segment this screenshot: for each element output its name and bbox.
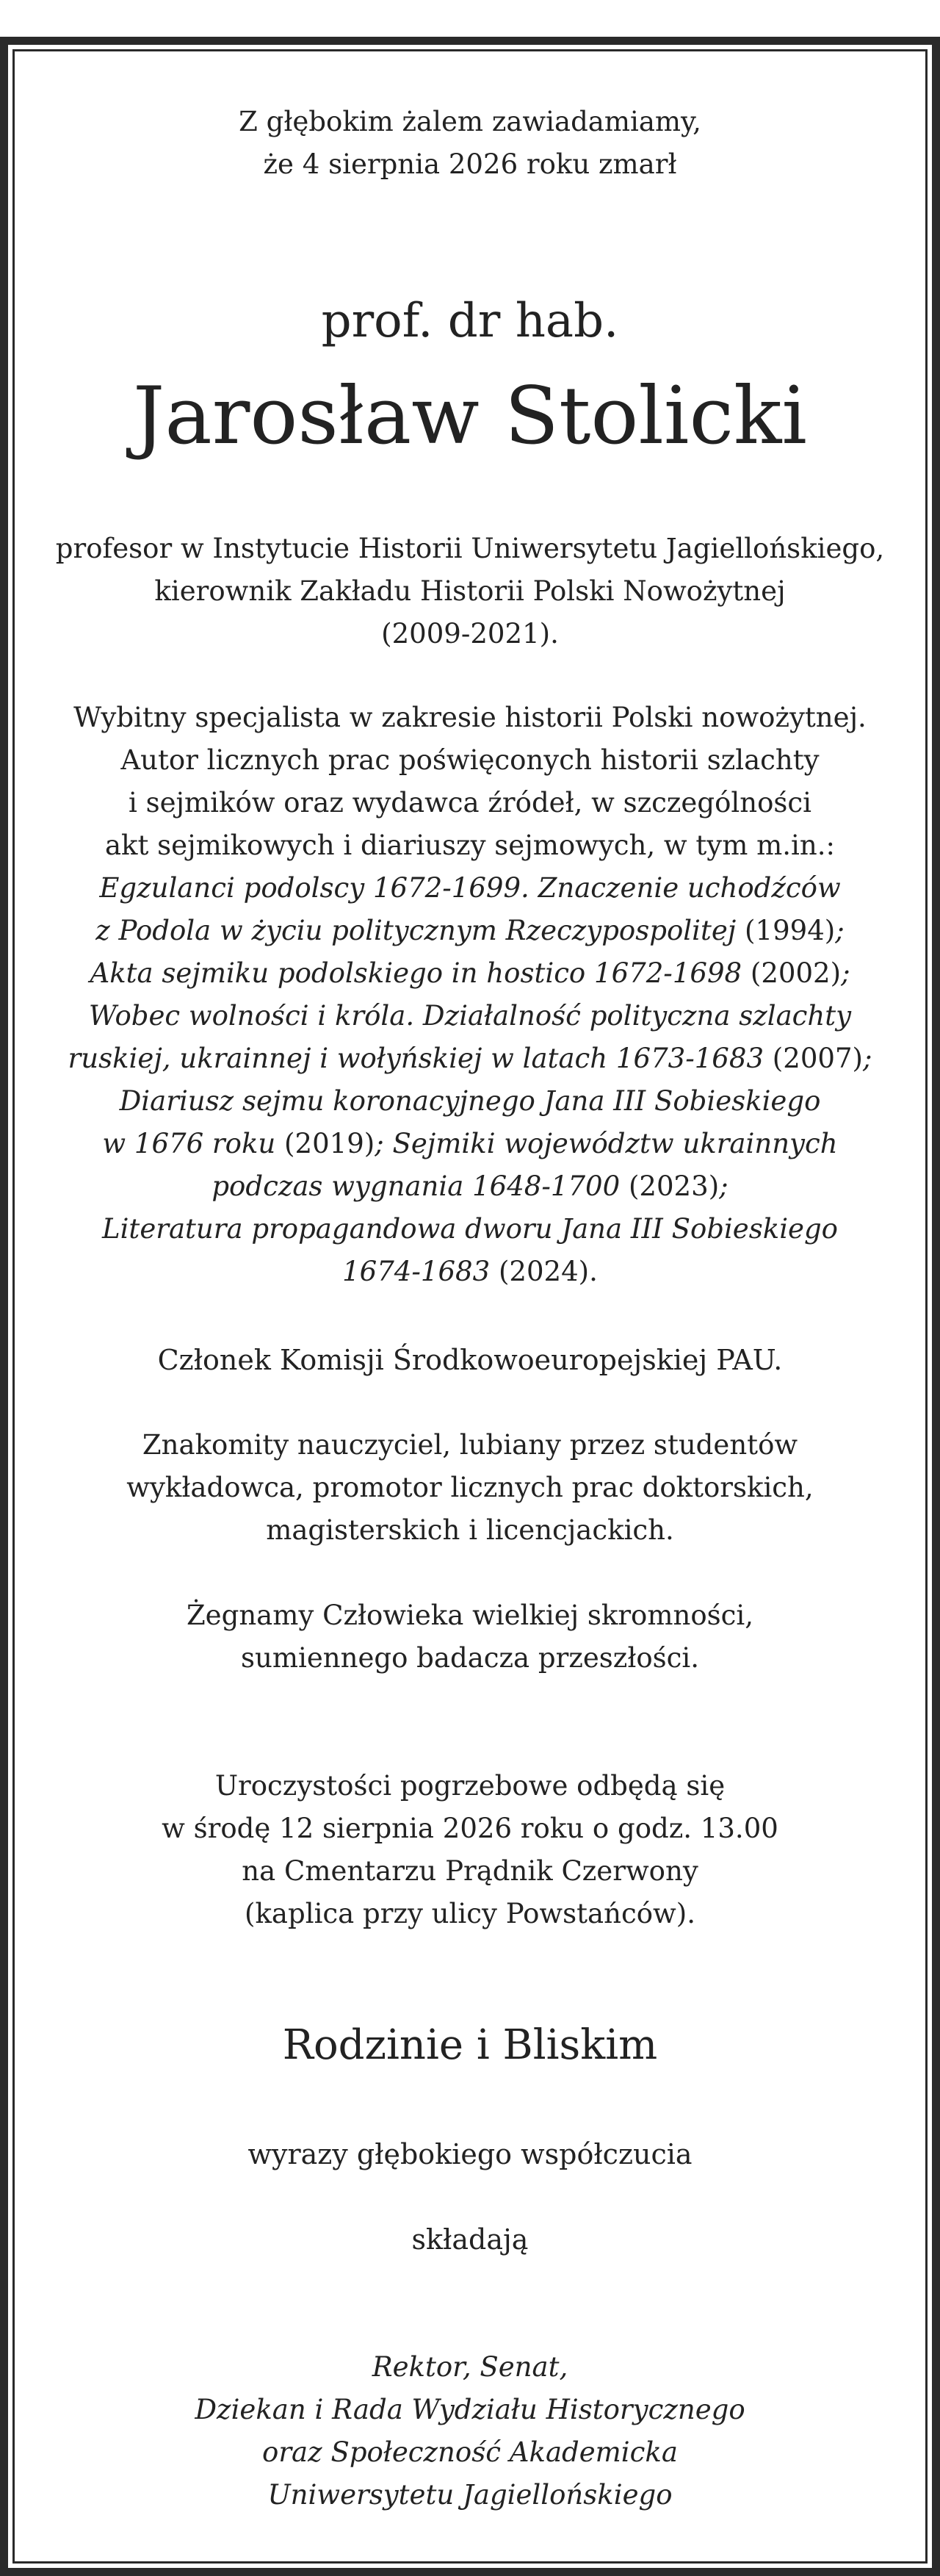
- farewell-line: sumiennego badacza przeszłości.: [240, 1642, 700, 1674]
- position-line: kierownik Zakładu Historii Polski Nowożytnej: [154, 575, 786, 607]
- biography-line: [22, 867, 918, 910]
- publication-title-segment: ;: [862, 1043, 872, 1074]
- biography-text-segment: (2023): [620, 1170, 720, 1202]
- publication-title-segment: Literatura propagandowa dworu Jana III Sobieskiego: [101, 1213, 838, 1245]
- publication-title-segment: Akta sejmiku podolskiego in hostico 1672-1698: [90, 957, 742, 989]
- biography-line: [22, 697, 918, 739]
- funeral-line: (kaplica przy ulicy Powstańców).: [245, 1898, 695, 1929]
- biography-text-segment: i sejmików oraz wydawca źródeł, w szczególności: [128, 787, 811, 819]
- intro-text: [22, 101, 918, 186]
- intro-line: że 4 sierpnia 2026 roku zmarł: [263, 148, 677, 180]
- signatory-line: oraz Społeczność Akademicka: [262, 2436, 678, 2468]
- biography-line: [22, 782, 918, 824]
- academic-title: prof. dr hab.: [321, 294, 619, 348]
- publication-title-segment: ;: [719, 1170, 728, 1202]
- publication-title-segment: 1674-1683: [342, 1256, 491, 1287]
- membership-text: Członek Komisji Środkowoeuropejskiej PAU.: [157, 1344, 783, 1376]
- publication-title-segment: podczas wygnania 1648-1700: [212, 1170, 621, 1202]
- biography-line: [22, 1080, 918, 1123]
- biography-text-segment: Wybitny specjalista w zakresie historii Polski nowożytnej.: [73, 702, 867, 733]
- to-family-heading: Rodzinie i Bliskim: [282, 2021, 658, 2069]
- biography-text-segment: Autor licznych prac poświęconych historii szlachty: [120, 744, 820, 776]
- biography-line: [22, 952, 918, 995]
- publication-title-segment: z Podola w życiu politycznym Rzeczypospolitej: [95, 915, 737, 946]
- signatories: [22, 2346, 918, 2516]
- publication-title-segment: Diariusz sejmu koronacyjnego Jana III Sobieskiego: [119, 1085, 821, 1117]
- deceased-name: Jarosław Stolicki: [133, 370, 807, 462]
- farewell-line: Żegnamy Człowieka wielkiej skromności,: [186, 1600, 754, 1631]
- funeral-line: Uroczystości pogrzebowe odbędą się: [214, 1770, 726, 1802]
- biography-line: [22, 1251, 918, 1293]
- publication-title-segment: ruskiej, ukrainnej i wołyńskiej w latach 1673-1683: [68, 1043, 764, 1074]
- teacher-line: wykładowca, promotor licznych prac doktorskich,: [126, 1472, 814, 1503]
- biography-text-segment: (2002): [742, 957, 842, 989]
- deliver-text: składają: [411, 2223, 529, 2256]
- biography-text-segment: (2024).: [490, 1256, 598, 1287]
- teacher-paragraph: [22, 1424, 918, 1552]
- biography-text-segment: (2007): [764, 1043, 863, 1074]
- publication-title-segment: ; Sejmiki województw ukrainnych: [375, 1128, 838, 1159]
- biography-line: [22, 1208, 918, 1251]
- publication-title-segment: w 1676 roku: [102, 1128, 276, 1159]
- position-description: [22, 528, 918, 655]
- publication-title-segment: Wobec wolności i króla. Działalność polityczna szlachty: [88, 1000, 852, 1032]
- publication-title-segment: ;: [841, 957, 850, 989]
- biography-text-segment: (1994): [736, 915, 836, 946]
- biography-text-segment: (2019): [275, 1128, 375, 1159]
- biography-paragraph: [22, 697, 918, 1293]
- signatory-line: Dziekan i Rada Wydziału Historycznego: [195, 2394, 745, 2425]
- publication-title-segment: Egzulanci podolscy 1672-1699. Znaczenie uchodźców: [99, 872, 841, 904]
- biography-line: [22, 739, 918, 782]
- funeral-line: w środę 12 sierpnia 2026 roku o godz. 13.00: [162, 1813, 778, 1844]
- biography-line: [22, 910, 918, 952]
- signatory-line: Rektor, Senat,: [372, 2351, 568, 2383]
- publication-title-segment: ;: [835, 915, 845, 946]
- teacher-line: Znakomity nauczyciel, lubiany przez studentów: [142, 1429, 798, 1461]
- condolences-text: wyrazy głębokiego współczucia: [247, 2138, 693, 2170]
- biography-line: [22, 1165, 918, 1208]
- biography-line: [22, 1037, 918, 1080]
- biography-line: [22, 824, 918, 867]
- biography-text-segment: akt sejmikowych i diariuszy sejmowych, w tym m.in.:: [104, 830, 836, 861]
- funeral-line: na Cmentarzu Prądnik Czerwony: [242, 1855, 698, 1887]
- funeral-info: [22, 1765, 918, 1935]
- biography-line: [22, 1123, 918, 1165]
- signatory-line: Uniwersytetu Jagiellońskiego: [267, 2479, 673, 2511]
- position-line: profesor w Instytucie Historii Uniwersytetu Jagiellońskiego,: [55, 533, 885, 564]
- teacher-line: magisterskich i licencjackich.: [266, 1514, 674, 1546]
- biography-line: [22, 995, 918, 1037]
- intro-line: Z głębokim żalem zawiadamiamy,: [239, 106, 701, 137]
- position-line: (2009-2021).: [381, 618, 559, 650]
- farewell-paragraph: [22, 1594, 918, 1680]
